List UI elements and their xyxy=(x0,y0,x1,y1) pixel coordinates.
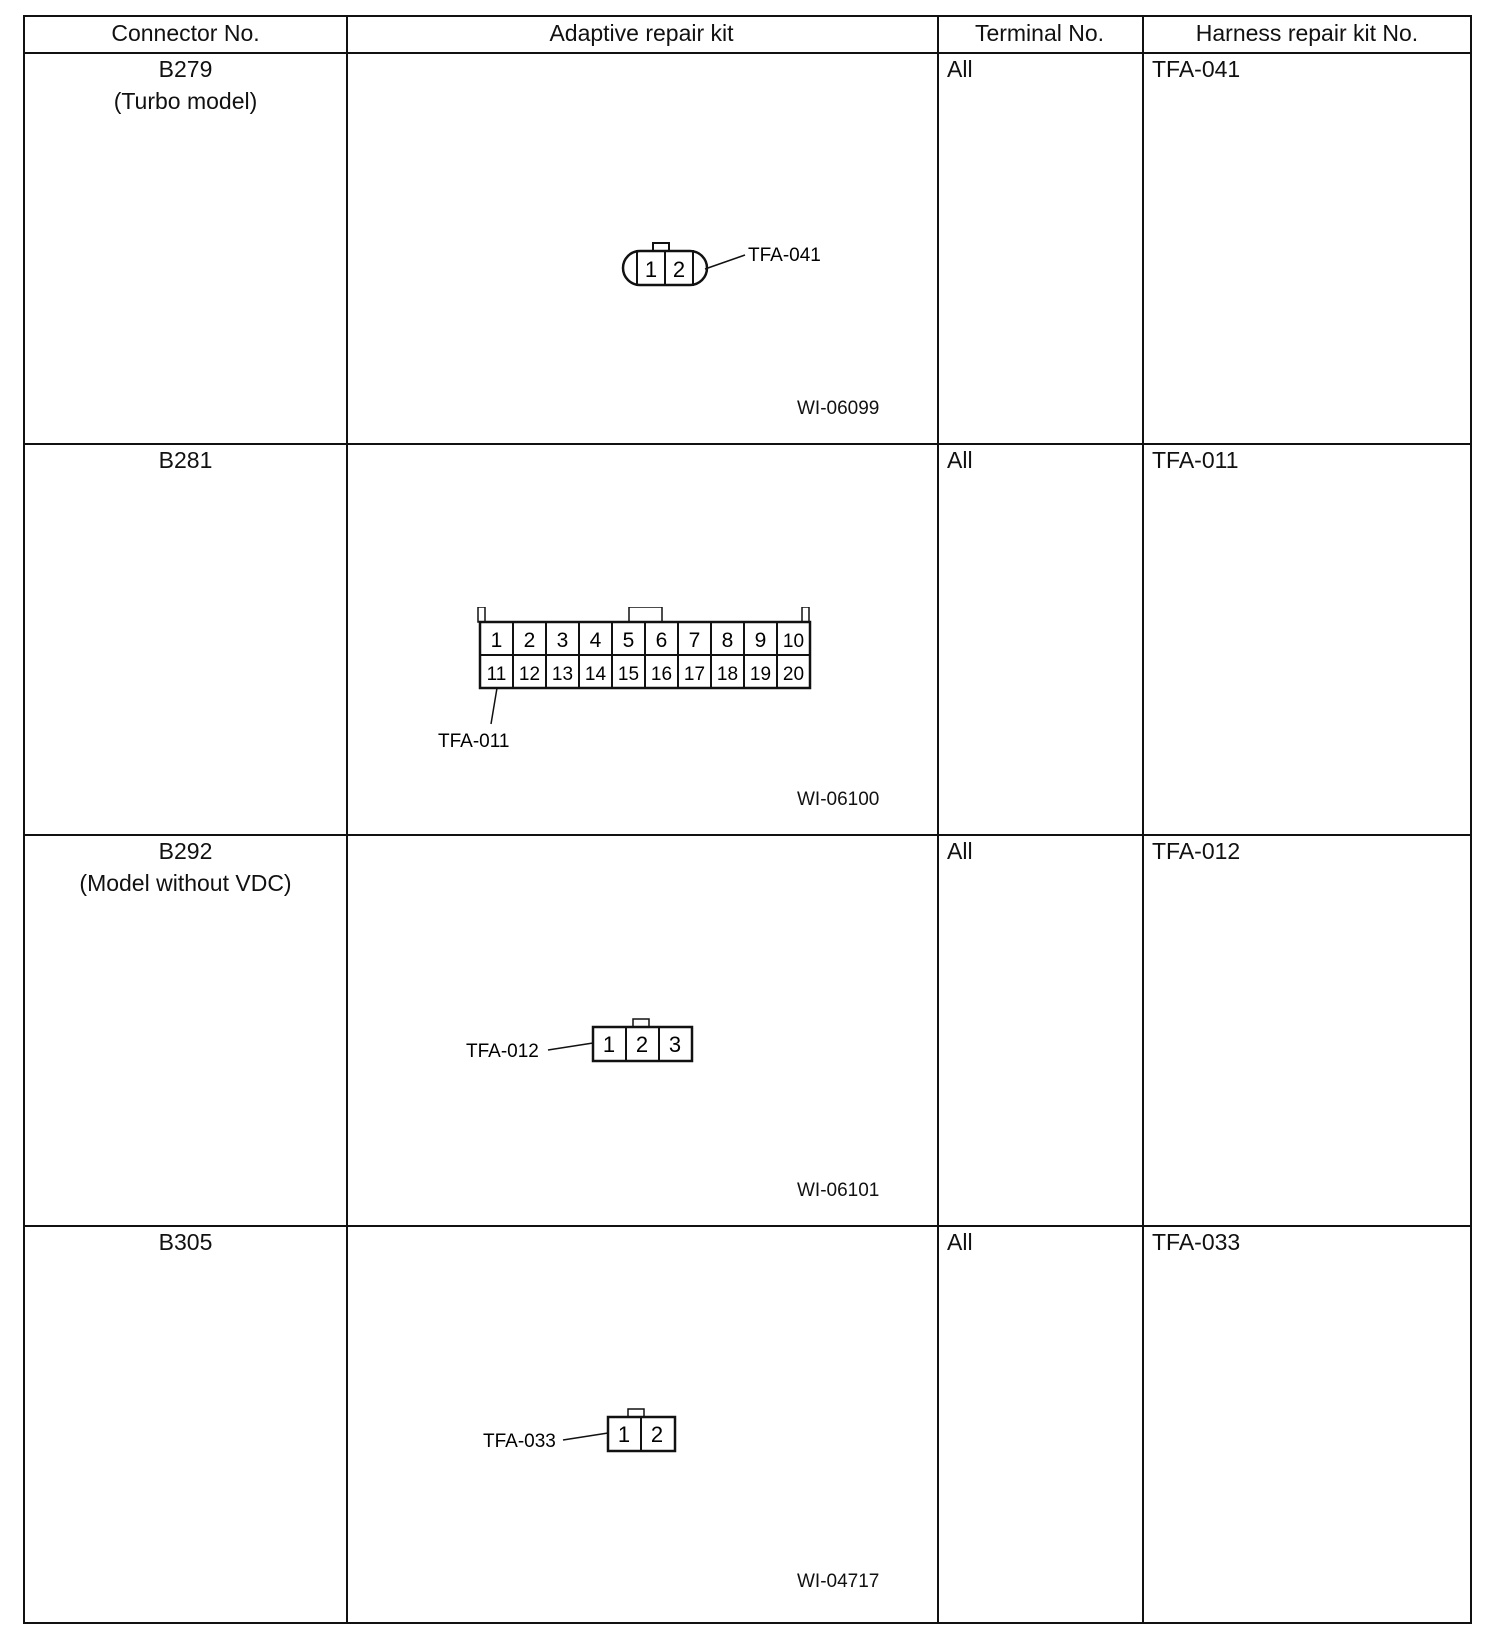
leader-line xyxy=(548,1043,593,1050)
harness-kit-no: TFA-033 xyxy=(1152,1229,1241,1255)
pin-label: 6 xyxy=(655,629,668,652)
pin-label: 3 xyxy=(668,1032,682,1057)
diagram-label: TFA-012 xyxy=(466,1041,539,1062)
pin-label: 18 xyxy=(716,664,739,685)
diagram-label: TFA-041 xyxy=(748,245,821,266)
connector-no: B292 xyxy=(158,838,213,864)
harness-kit-no: TFA-011 xyxy=(1152,447,1239,473)
leader-line xyxy=(491,688,497,724)
connector-note: (Turbo model) xyxy=(113,88,258,114)
pin-label: 10 xyxy=(782,631,805,652)
connector-lock-tab xyxy=(802,607,809,622)
connector-diagram xyxy=(465,1407,725,1467)
pin-label: 2 xyxy=(523,629,536,652)
diagram-code: WI-06099 xyxy=(797,398,880,419)
pin-label: 12 xyxy=(518,664,541,685)
connector-diagram xyxy=(595,237,835,307)
pin-label: 19 xyxy=(749,664,772,685)
connector-diagram xyxy=(450,1017,730,1077)
harness-kit-no: TFA-041 xyxy=(1152,56,1241,82)
connector-no: B281 xyxy=(158,447,213,473)
pin-label: 14 xyxy=(584,664,607,685)
connector-table xyxy=(23,15,1472,1624)
diagram-label: TFA-033 xyxy=(483,1431,556,1452)
column-divider xyxy=(1142,17,1144,1622)
pin-label: 11 xyxy=(486,664,507,685)
terminal-no: All xyxy=(947,447,973,473)
connector-no: B305 xyxy=(158,1229,213,1255)
pin-label: 16 xyxy=(650,664,673,685)
pin-label: 1 xyxy=(644,257,658,282)
diagram-code: WI-06101 xyxy=(797,1180,880,1201)
pin-label: 13 xyxy=(551,664,574,685)
pin-label: 8 xyxy=(721,629,734,652)
pin-label: 20 xyxy=(782,664,805,685)
pin-label: 9 xyxy=(754,629,767,652)
header-terminal-no: Terminal No. xyxy=(974,20,1105,46)
terminal-no: All xyxy=(947,838,973,864)
pin-label: 1 xyxy=(617,1422,631,1447)
diagram-code: WI-04717 xyxy=(797,1571,880,1592)
pin-label: 4 xyxy=(589,629,602,652)
connector-no: B279 xyxy=(158,56,213,82)
harness-kit-no: TFA-012 xyxy=(1152,838,1241,864)
connector-key xyxy=(629,607,662,622)
header-adaptive-repair-kit: Adaptive repair kit xyxy=(549,20,734,46)
header-harness-repair-kit-no: Harness repair kit No. xyxy=(1195,20,1419,46)
terminal-no: All xyxy=(947,1229,973,1255)
pin-label: 15 xyxy=(617,664,640,685)
terminal-no: All xyxy=(947,56,973,82)
diagram-code: WI-06100 xyxy=(797,789,880,810)
header-connector-no: Connector No. xyxy=(111,20,260,46)
pin-label: 7 xyxy=(688,629,701,652)
leader-line xyxy=(563,1433,608,1440)
leader-line xyxy=(705,255,745,269)
diagram-label: TFA-011 xyxy=(438,731,510,752)
connector-note: (Model without VDC) xyxy=(79,870,292,896)
column-divider xyxy=(937,17,939,1622)
pin-label: 2 xyxy=(672,257,686,282)
connector-lock-tab xyxy=(478,607,485,622)
pin-label: 17 xyxy=(683,664,706,685)
connector-diagram xyxy=(430,607,850,767)
pin-label: 2 xyxy=(635,1032,649,1057)
column-divider xyxy=(346,17,348,1622)
pin-label: 3 xyxy=(556,629,569,652)
pin-label: 5 xyxy=(622,629,635,652)
pin-label: 1 xyxy=(602,1032,616,1057)
pin-label: 1 xyxy=(490,629,503,652)
pin-label: 2 xyxy=(650,1422,664,1447)
